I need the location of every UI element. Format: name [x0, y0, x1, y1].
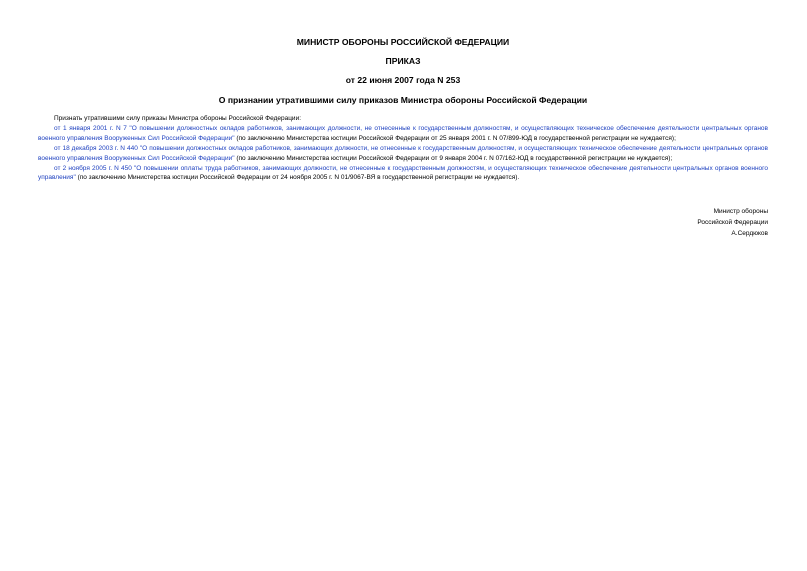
list-item: [38, 144, 768, 164]
registration-note: (по заключению Министерства юстиции Российской Федерации от 24 ноября 2005 г. N 01/9067-ВЯ в государственной регистрации не нуждается).: [75, 174, 520, 182]
document-type: ПРИКАЗ: [385, 56, 421, 66]
signer-organization: Российской Федерации: [697, 219, 768, 226]
signer-position: Министр обороны: [713, 208, 768, 215]
issuing-authority: МИНИСТР ОБОРОНЫ РОССИЙСКОЙ ФЕДЕРАЦИИ: [296, 37, 510, 47]
order-link[interactable]: от 1 января 2001 г. N 7 "О повышении должностных окладов работников, занимающих должности, не отнесенные к государственным должностям, и осуществляющих техническое обеспечение деятельности центральных органов военного управления Вооруженных Сил Российской Федерации": [38, 124, 768, 142]
document-title: О признании утратившими силу приказов Министра обороны Российской Федерации: [218, 95, 588, 105]
order-link[interactable]: от 2 ноября 2005 г. N 450 "О повышении оплаты труда работников, занимающих должности, не отнесенные к государственным должностям, и осуществляющих техническое обеспечение деятельности центральных органов военного управления": [38, 164, 768, 182]
signer-name: А.Сердюков: [731, 230, 768, 237]
signature-block: [568, 206, 768, 239]
document-page: [38, 0, 768, 571]
registration-note: (по заключению Министерства юстиции Российской Федерации от 9 января 2004 г. N 07/162-ЮД в государственной регистрации не нуждается);: [234, 154, 673, 162]
list-item: [38, 164, 768, 184]
registration-note: (по заключению Министерства юстиции Российской Федерации от 25 января 2001 г. N 07/899-ЮД в государственной регистрации не нуждается);: [234, 134, 676, 142]
list-item: [38, 124, 768, 144]
document-date-number: от 22 июня 2007 года N 253: [345, 75, 461, 85]
order-link[interactable]: от 18 декабря 2003 г. N 440 "О повышении должностных окладов работников, занимающих должности, не отнесенные к государственным должностям, и осуществляющих техническое обеспечение деятельности центральных органов военного управления Вооруженных Сил Российской Федерации": [38, 144, 768, 162]
document-body: [38, 114, 768, 183]
intro-paragraph: Признать утратившими силу приказы Министра обороны Российской Федерации:: [54, 115, 302, 122]
